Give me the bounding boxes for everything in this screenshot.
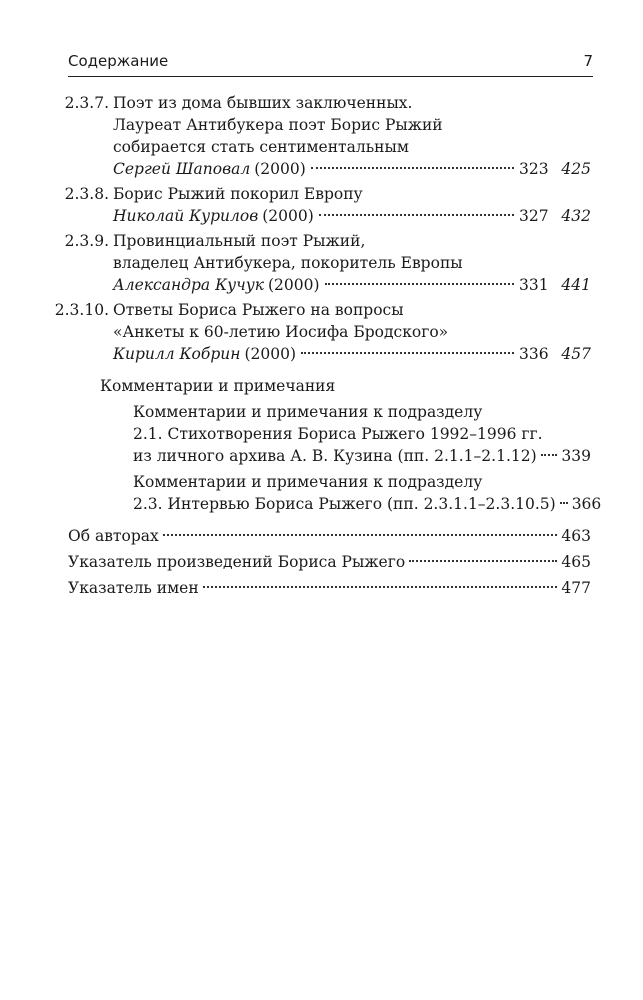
dot-leader (203, 586, 558, 588)
author-line (113, 274, 591, 296)
entry-page-italic: 432 (561, 207, 591, 225)
top-entry-title: Об авторах (68, 527, 159, 545)
entry-title-line: Поэт из дома бывших заключенных. (113, 94, 413, 112)
running-header (68, 48, 593, 77)
entry-author: Николай Курилов (113, 207, 259, 225)
comments-entry-line: 2.1. Стихотворения Бориса Рыжего 1992–1996 гг. (133, 425, 543, 443)
entry-number: 2.3.7. (64, 94, 109, 112)
comments-entry-line: Комментарии и примечания к подразделу (133, 403, 483, 421)
comments-entry (133, 401, 591, 467)
comments-heading: Комментарии и примечания (100, 377, 336, 395)
top-entry-title: Указатель имен (68, 579, 199, 597)
dot-leader (163, 534, 558, 536)
toc-entry (0, 183, 643, 227)
entry-title-line: «Анкеты к 60-летию Иосифа Бродского» (113, 323, 449, 341)
entry-year: (2000) (262, 207, 314, 225)
entry-page: 477 (561, 579, 591, 597)
entry-title-line: Лауреат Антибукера поэт Борис Рыжий (113, 116, 443, 134)
entry-page: 463 (561, 527, 591, 545)
toc-top-entry (68, 525, 591, 547)
dot-leader (325, 283, 514, 285)
toc-top-entry (68, 577, 591, 599)
entry-title-line: Провинциальный поэт Рыжий, (113, 232, 366, 250)
entry-author: Александра Кучук (113, 276, 264, 294)
entry-title-line: Борис Рыжий покорил Европу (113, 185, 363, 203)
entry-page: 331 (519, 276, 549, 294)
dot-leader (409, 560, 557, 562)
entry-page: 327 (519, 207, 549, 225)
entry-author: Кирилл Кобрин (113, 345, 241, 363)
entry-title-line: Ответы Бориса Рыжего на вопросы (113, 301, 404, 319)
entry-page: 366 (571, 495, 602, 513)
entry-page: 323 (519, 160, 549, 178)
toc-entry (0, 230, 643, 296)
author-line (113, 205, 591, 227)
top-entry-title: Указатель произведений Бориса Рыжего (68, 553, 406, 571)
entry-page: 336 (519, 345, 549, 363)
dot-leader (560, 502, 568, 504)
entry-title-line: собирается стать сентиментальным (113, 138, 409, 156)
entry-author: Сергей Шаповал (113, 160, 251, 178)
header-title: Содержание (68, 52, 169, 70)
toc-entry (0, 92, 643, 180)
dot-leader (301, 352, 514, 354)
entry-number: 2.3.8. (64, 185, 109, 203)
comments-entry-line: Комментарии и примечания к подразделу (133, 473, 483, 491)
comments-entry-line: из личного архива А. В. Кузина (пп. 2.1.1–2.1.12) (133, 447, 537, 465)
entry-year: (2000) (244, 345, 296, 363)
entry-title-line: владелец Антибукера, покоритель Европы (113, 254, 463, 272)
entry-page: 465 (561, 553, 591, 571)
comments-entry (133, 471, 602, 515)
comments-entry-line: 2.3. Интервью Бориса Рыжего (пп. 2.3.1.1–2.3.10.5) (133, 495, 556, 513)
dot-leader (541, 454, 558, 456)
author-line (113, 343, 591, 365)
toc-entry (0, 299, 643, 365)
entry-page: 339 (561, 447, 591, 465)
entry-year: (2000) (267, 276, 320, 294)
comments-entry-last-line (133, 493, 602, 515)
page-number: 7 (583, 52, 593, 70)
comments-entry-last-line (133, 445, 591, 467)
dot-leader (311, 167, 514, 169)
entry-number: 2.3.10. (54, 301, 109, 319)
entry-page-italic: 441 (561, 276, 591, 294)
toc-top-entry (68, 551, 591, 573)
entry-page-italic: 425 (561, 160, 591, 178)
dot-leader (319, 214, 514, 216)
toc-content (0, 92, 643, 603)
entry-year: (2000) (254, 160, 306, 178)
author-line (113, 158, 591, 180)
entry-page-italic: 457 (561, 345, 591, 363)
entry-number: 2.3.9. (64, 232, 109, 250)
